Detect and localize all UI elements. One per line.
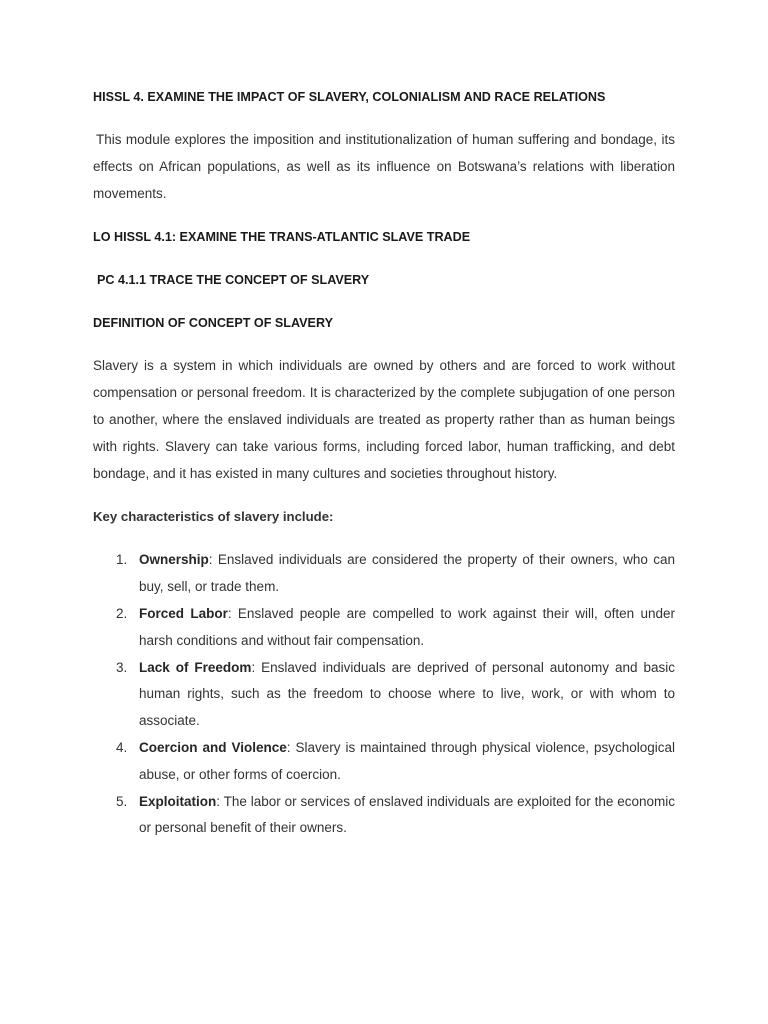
list-item-term: Lack of Freedom bbox=[139, 659, 252, 675]
list-item bbox=[93, 601, 675, 655]
list-item-text: : Enslaved individuals are deprived of personal autonomy and basic human rights, such as the freedom to choose where to live, work, or with whom to associate. bbox=[139, 659, 676, 729]
document-page bbox=[93, 84, 675, 842]
list-item bbox=[93, 789, 675, 843]
list-item-number: 4. bbox=[116, 739, 128, 755]
key-characteristics-heading: Key characteristics of slavery include: bbox=[93, 509, 334, 525]
list-item-number: 2. bbox=[116, 605, 128, 621]
list-item-term: Ownership bbox=[139, 552, 209, 568]
list-item-term: Forced Labor bbox=[139, 605, 228, 621]
list-item-text: : Slavery is maintained through physical violence, psychological abuse, or other forms of coercion. bbox=[139, 739, 675, 782]
list-item-text: : The labor or services of enslaved individuals are exploited for the economic or personal benefit of their owners. bbox=[139, 793, 675, 836]
list-item-term: Exploitation bbox=[139, 793, 217, 809]
definition-paragraph: Slavery is a system in which individuals are owned by others and are forced to work without compensation or personal freedom. It is characterized by the complete subjugation of one person to another, where the enslaved individuals are treated as property rather than as human beings with rights. Slavery can take various forms, including forced labor, human trafficking, and debt bondage, and it has existed in many cultures and societies throughout history. bbox=[93, 358, 675, 481]
definition-heading: DEFINITION OF CONCEPT OF SLAVERY bbox=[93, 316, 333, 331]
list-item-text: : Enslaved people are compelled to work against their will, often under harsh conditions and without fair compensation. bbox=[139, 605, 675, 648]
characteristics-list bbox=[93, 547, 675, 842]
list-item bbox=[93, 735, 675, 789]
list-item-number: 3. bbox=[116, 659, 128, 675]
list-item-text: : Enslaved individuals are considered the property of their owners, who can buy, sell, or trade them. bbox=[139, 552, 675, 595]
module-intro-paragraph: This module explores the imposition and institutionalization of human suffering and bondage, its effects on African populations, as well as its influence on Botswana’s relations with liberation movements. bbox=[93, 132, 675, 201]
learning-outcome-heading: LO HISSL 4.1: EXAMINE THE TRANS-ATLANTIC SLAVE TRADE bbox=[93, 230, 471, 245]
performance-criteria-heading: PC 4.1.1 TRACE THE CONCEPT OF SLAVERY bbox=[97, 273, 370, 288]
module-heading: HISSL 4. EXAMINE THE IMPACT OF SLAVERY, COLONIALISM AND RACE RELATIONS bbox=[93, 90, 606, 104]
list-item-number: 1. bbox=[116, 552, 128, 568]
list-item bbox=[93, 547, 675, 601]
list-item bbox=[93, 655, 675, 735]
list-item-term: Coercion and Violence bbox=[139, 739, 287, 755]
list-item-number: 5. bbox=[116, 793, 128, 809]
